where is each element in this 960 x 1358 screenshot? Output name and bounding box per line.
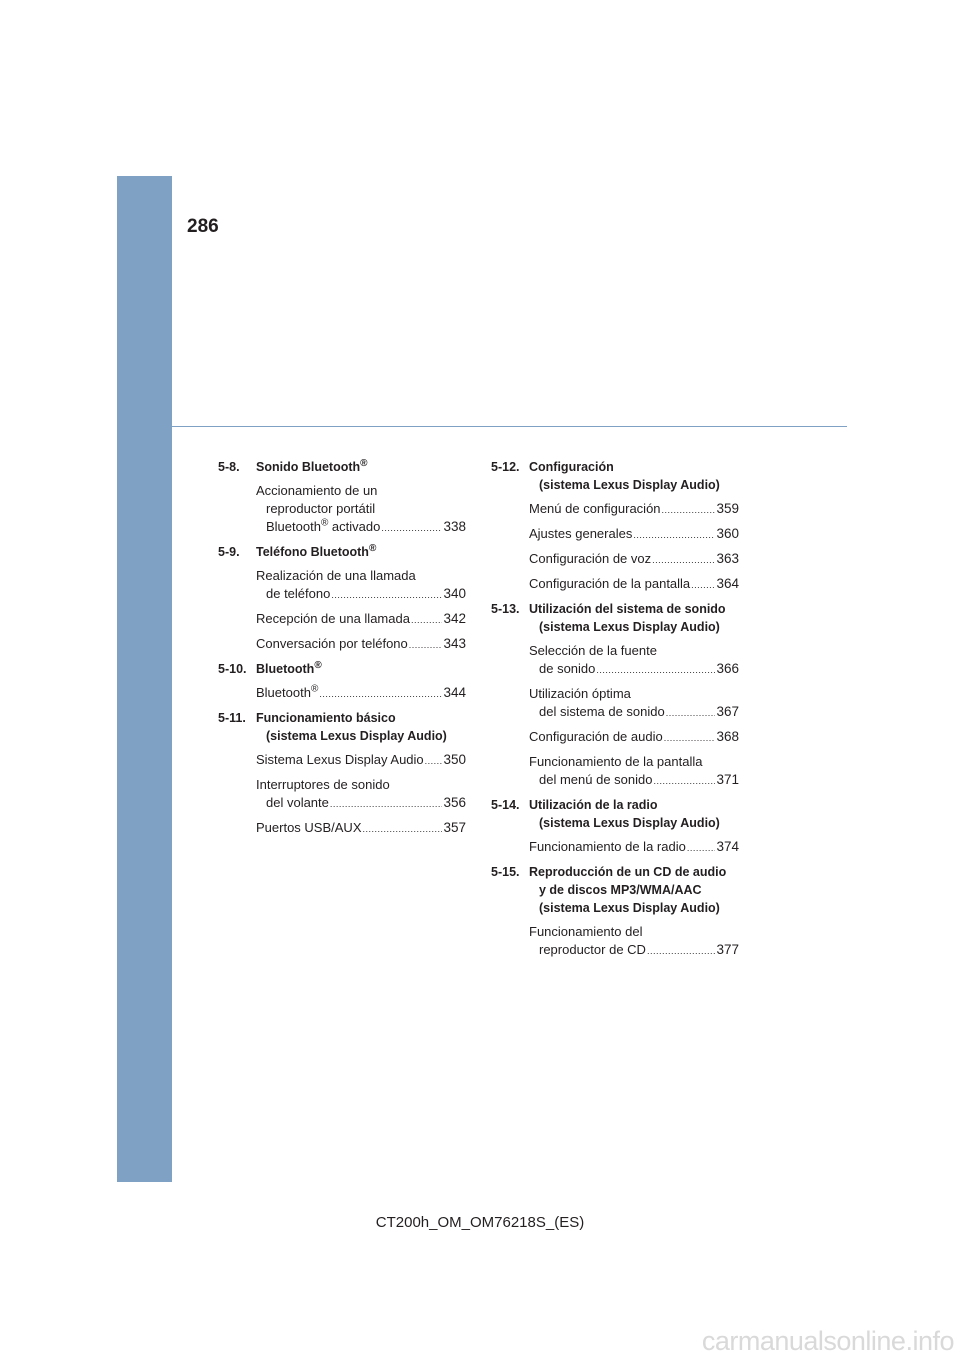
dot-leader [363,820,443,838]
entry-line [529,728,739,747]
entry-title: del sistema de sonido [539,704,665,719]
entry-page-number: 366 [716,661,739,676]
entry-line [529,838,739,857]
entry-page-number: 363 [716,551,739,566]
toc-section [491,796,739,832]
section-title: Reproducción de un CD de audio [529,865,727,879]
toc-entry[interactable] [256,610,466,629]
dot-leader [425,752,443,770]
dot-leader [664,729,716,747]
entry-line [256,751,466,770]
section-number: 5-12. [491,460,520,474]
section-title: (sistema Lexus Display Audio) [266,729,447,743]
toc-entry[interactable] [529,838,739,857]
entry-title: reproductor portátil [266,501,376,516]
entry-line [529,941,739,960]
toc-entry[interactable] [256,684,466,703]
toc-entry[interactable] [529,923,739,960]
entry-title: Recepción de una llamada [256,611,410,626]
section-number: 5-13. [491,602,520,616]
dot-leader [666,704,716,722]
toc-section [491,863,739,917]
entry-title: reproductor de CD [539,942,646,957]
entry-title: del menú de sonido [539,772,653,787]
dot-leader [381,519,442,537]
section-number: 5-8. [218,460,240,474]
entry-title: Accionamiento de un [256,483,378,498]
entry-title: Menú de configuración [529,501,661,516]
entry-line [529,771,739,790]
toc-entry[interactable] [256,776,466,813]
toc-entry[interactable] [529,728,739,747]
toc-entry[interactable] [529,575,739,594]
dot-leader [653,772,715,790]
entry-line [256,585,466,604]
toc-column-left [218,458,466,844]
footer-document-code: CT200h_OM_OM76218S_(ES) [375,1214,585,1231]
dot-leader [662,501,716,519]
section-title: Bluetooth® [256,659,322,676]
entry-title: Bluetooth® activado [266,517,381,534]
entry-title: Interruptores de sonido [256,777,390,792]
entry-title: Configuración de la pantalla [529,576,691,591]
entry-title: Configuración de voz [529,551,652,566]
section-title: Funcionamiento básico [256,711,396,725]
dot-leader [687,839,716,857]
registered-mark: ® [360,457,368,469]
section-title: Teléfono Bluetooth® [256,542,377,559]
toc-entry[interactable] [529,525,739,544]
dot-leader [691,576,715,594]
section-title: Sonido Bluetooth® [256,457,368,474]
entry-title: de sonido [539,661,596,676]
side-color-band [117,176,172,1182]
entry-page-number: 357 [443,820,466,835]
toc-entry[interactable] [529,753,739,790]
toc-entry[interactable] [256,751,466,770]
entry-line [256,819,466,838]
entry-title: Funcionamiento de la pantalla [529,754,703,769]
dot-leader [596,661,715,679]
entry-page-number: 364 [716,576,739,591]
dot-leader [647,942,716,960]
entry-page-number: 340 [443,586,466,601]
registered-mark: ® [368,542,377,554]
entry-page-number: 371 [716,772,739,787]
entry-page-number: 338 [443,519,466,534]
entry-line [256,684,466,703]
dot-leader [319,685,442,703]
entry-line [256,776,466,794]
entry-line [529,685,739,703]
section-number: 5-10. [218,662,247,676]
toc-entry[interactable] [256,567,466,604]
registered-mark: ® [314,659,322,671]
toc-section [218,709,466,745]
toc-section [491,600,739,636]
footer-watermark: carmanualsonline.info [701,1326,954,1356]
toc-entry[interactable] [529,550,739,569]
entry-line [256,567,466,585]
section-title: Configuración [529,460,614,474]
entry-title: de teléfono [266,586,331,601]
toc-entry[interactable] [256,635,466,654]
entry-page-number: 367 [716,704,739,719]
section-title: (sistema Lexus Display Audio) [539,620,720,634]
toc-entry[interactable] [529,685,739,722]
toc-entry[interactable] [529,500,739,519]
dot-leader [331,586,442,604]
toc-column-right [491,458,739,966]
section-number: 5-15. [491,865,520,879]
toc-entry[interactable] [256,819,466,838]
dot-leader [330,795,443,813]
entry-page-number: 342 [443,611,466,626]
entry-title: Funcionamiento del [529,924,643,939]
entry-page-number: 344 [443,685,466,700]
entry-title: Funcionamiento de la radio [529,839,686,854]
toc-section [218,458,466,476]
entry-title: Utilización óptima [529,686,631,701]
entry-page-number: 350 [443,752,466,767]
entry-page-number: 356 [443,795,466,810]
entry-line [529,642,739,660]
section-title: Utilización del sistema de sonido [529,602,726,616]
dot-leader [633,526,715,544]
entry-page-number: 359 [716,501,739,516]
entry-page-number: 377 [716,942,739,957]
entry-title: del volante [266,795,329,810]
entry-title: Ajustes generales [529,526,633,541]
registered-mark: ® [320,517,329,529]
section-title: (sistema Lexus Display Audio) [539,478,720,492]
entry-title: Puertos USB/AUX [256,820,362,835]
entry-page-number: 374 [716,839,739,854]
entry-line [529,703,739,722]
toc-section [491,458,739,494]
toc-section [218,543,466,561]
toc-entry[interactable] [256,482,466,537]
entry-line [256,482,466,500]
entry-title: Bluetooth® [256,683,319,700]
entry-line [256,610,466,629]
entry-page-number: 360 [716,526,739,541]
registered-mark: ® [310,683,319,695]
toc-section [218,660,466,678]
section-number: 5-14. [491,798,520,812]
entry-line [529,660,739,679]
entry-line [529,550,739,569]
dot-leader [652,551,715,569]
entry-title: Sistema Lexus Display Audio [256,752,424,767]
entry-line [256,500,466,518]
section-number: 5-11. [218,711,246,725]
entry-title: Conversación por teléfono [256,636,408,651]
entry-line [529,753,739,771]
dot-leader [411,611,443,629]
entry-line [529,923,739,941]
section-title: y de discos MP3/WMA/AAC [539,883,702,897]
entry-page-number: 343 [443,636,466,651]
dot-leader [409,636,443,654]
entry-page-number: 368 [716,729,739,744]
section-title: (sistema Lexus Display Audio) [539,901,720,915]
entry-title: Realización de una llamada [256,568,416,583]
entry-title: Selección de la fuente [529,643,657,658]
section-title: Utilización de la radio [529,798,658,812]
entry-line [529,525,739,544]
header-rule [172,426,847,427]
entry-line [256,518,466,537]
entry-line [256,635,466,654]
entry-line [256,794,466,813]
entry-line [529,500,739,519]
section-title: (sistema Lexus Display Audio) [539,816,720,830]
entry-title: Configuración de audio [529,729,663,744]
section-number: 5-9. [218,545,240,559]
page-number: 286 [187,216,219,237]
toc-entry[interactable] [529,642,739,679]
entry-line [529,575,739,594]
